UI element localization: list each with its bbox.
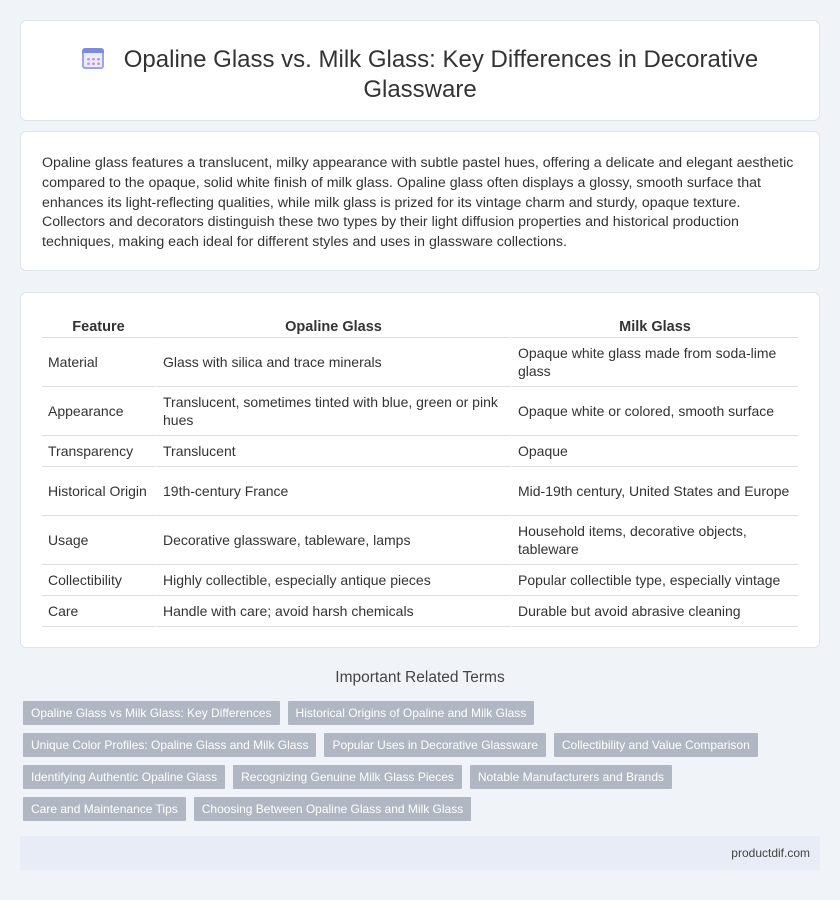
footer (20, 836, 820, 870)
milk-cell: Opaque white or colored, smooth surface (510, 387, 798, 436)
table-row (42, 467, 798, 516)
header-card (20, 20, 820, 121)
milk-cell: Opaque white glass made from soda-lime glass (510, 338, 798, 387)
feature-cell: Appearance (42, 387, 155, 436)
table-row (42, 565, 798, 596)
footer-site-name: productdif.com (731, 846, 810, 860)
comparison-table-card (20, 292, 820, 648)
table-row (42, 387, 798, 436)
related-tag[interactable]: Opaline Glass vs Milk Glass: Key Differences (23, 701, 280, 725)
related-tag[interactable]: Unique Color Profiles: Opaline Glass and Milk Glass (23, 733, 316, 757)
related-tag[interactable]: Popular Uses in Decorative Glassware (324, 733, 545, 757)
opaline-cell: Translucent, sometimes tinted with blue, green or pink hues (155, 387, 510, 436)
feature-cell: Usage (42, 516, 155, 565)
table-header-row (42, 313, 798, 338)
feature-cell: Collectibility (42, 565, 155, 596)
milk-cell: Durable but avoid abrasive cleaning (510, 596, 798, 627)
related-tag[interactable]: Identifying Authentic Opaline Glass (23, 765, 225, 789)
related-tags (23, 701, 823, 829)
page-title-wrap (21, 45, 819, 105)
milk-cell: Mid-19th century, United States and Europe (510, 467, 798, 516)
table-row (42, 596, 798, 627)
opaline-cell: Handle with care; avoid harsh chemicals (155, 596, 510, 627)
related-tag[interactable]: Recognizing Genuine Milk Glass Pieces (233, 765, 462, 789)
opaline-cell: 19th-century France (155, 467, 510, 516)
related-terms-title: Important Related Terms (335, 669, 505, 686)
header-feature: Feature (42, 313, 155, 338)
opaline-cell: Glass with silica and trace minerals (155, 338, 510, 387)
comparison-table (42, 313, 798, 627)
related-tag[interactable]: Care and Maintenance Tips (23, 797, 186, 821)
related-tag[interactable]: Notable Manufacturers and Brands (470, 765, 672, 789)
feature-cell: Material (42, 338, 155, 387)
table-row (42, 436, 798, 467)
related-tag[interactable]: Collectibility and Value Comparison (554, 733, 758, 757)
opaline-cell: Decorative glassware, tableware, lamps (155, 516, 510, 565)
opaline-cell: Translucent (155, 436, 510, 467)
header-milk-glass: Milk Glass (510, 313, 798, 338)
calendar-icon (82, 47, 104, 69)
page-title: Opaline Glass vs. Milk Glass: Key Differences in Decorative Glassware (123, 46, 759, 103)
opaline-cell: Highly collectible, especially antique pieces (155, 565, 510, 596)
feature-cell: Care (42, 596, 155, 627)
table-row (42, 516, 798, 565)
table-row (42, 338, 798, 387)
milk-cell: Household items, decorative objects, tableware (510, 516, 798, 565)
milk-cell: Opaque (510, 436, 798, 467)
header-opaline-glass: Opaline Glass (155, 313, 510, 338)
intro-paragraph: Opaline glass features a translucent, milky appearance with subtle pastel hues, offering a delicate and elegant aesthetic compared to the opaque, solid white finish of milk glass. Opaline glass often displays a glossy, smooth surface that enhances its light-reflecting qualities, while milk glass is prized for its vintage charm and sturdy, opaque texture. Collectors and decorators distinguish these two types by their light diffusion properties and historical production techniques, making each ideal for different styles and uses in glassware collections. (42, 155, 794, 251)
milk-cell: Popular collectible type, especially vintage (510, 565, 798, 596)
related-tag[interactable]: Choosing Between Opaline Glass and Milk Glass (194, 797, 471, 821)
related-tag[interactable]: Historical Origins of Opaline and Milk Glass (288, 701, 535, 725)
feature-cell: Transparency (42, 436, 155, 467)
feature-cell: Historical Origin (42, 467, 155, 516)
intro-card (20, 131, 820, 271)
